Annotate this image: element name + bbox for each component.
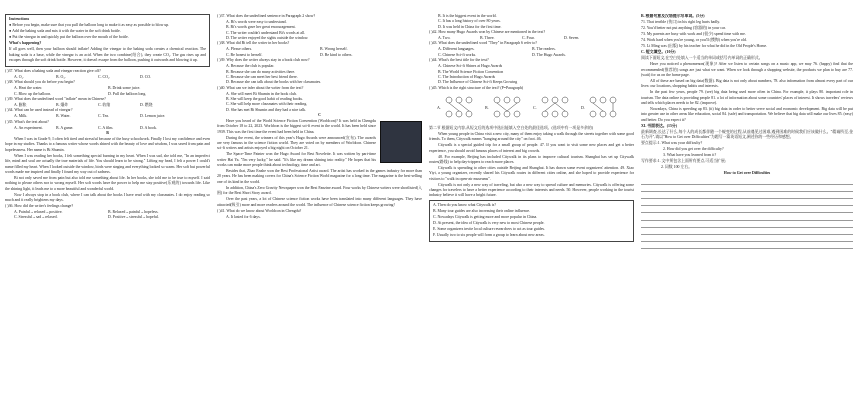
passage-paragraph: All of these are based on big data(数据). Big data is not only about numbers, 78. also information from almost every part of our lives: our locations, shopping habits and interests.	[641, 78, 853, 89]
question-list	[429, 14, 634, 91]
photo-image	[380, 121, 422, 163]
answer-option[interactable]: B. Drink some juice.	[108, 86, 141, 91]
word-fill-item: 73. My parents are busy with work and (很少) spend time with me.	[641, 32, 746, 37]
answer-option[interactable]: C. Stressful→sad→relaxed.	[14, 215, 58, 220]
answer-option[interactable]: B. Bi's words gave her great encouragement.	[226, 25, 296, 30]
question-list	[5, 69, 210, 131]
answer-options	[429, 64, 634, 85]
passage-paragraph: Citywalk is spreading to other cities outside Beijing and Shanghai. It has drawn some event organizers' attention. 49. Xiao Yiyi, a young organizer, recently shared his Citywalk routes in different cities online, and she hoped to provide experience for visitors to "walk in open-air museums".	[429, 166, 634, 181]
answer-lines[interactable]	[641, 177, 853, 249]
answer-option[interactable]: B. She will keep the good habit of reading books.	[226, 96, 304, 101]
answer-options	[217, 64, 422, 85]
passage-paragraph: Over the past years, a lot of Chinese science fiction works have been translated into many different languages. They have attracted(吸引) more and more readers around the world. The influence of Chinese science fiction keeps growing!	[217, 197, 422, 207]
whats-happening-text: If all goes well, then your balloon should inflate! Adding the vinegar to the baking soda creates a chemical reaction. The baking soda is a base, while the vinegar is an acid. When the two combine(结合), they create CO₂. The gas rises up and escapes through the soft drink bottle. However, it doesn't escape from the balloon, pushing it outwards and blowing it up.	[9, 47, 206, 62]
answer-option[interactable]: D. Because she can talk about the books with her classmates.	[226, 80, 322, 85]
answer-line[interactable]	[641, 177, 853, 184]
question-36	[5, 204, 210, 221]
passage-paragraph: Nowadays, China is speeding up 83. (it) big data in order to better serve social and economic development. Big data will be put into greater use in other areas like education, social 84. (safe) and transportation. We believe that big data will make our lives 85. (easy) and better. Do you expect it?	[641, 107, 853, 122]
writing-point: 写作要求:1. 文中须包含上面所有要点,可适当扩展;	[641, 159, 726, 164]
word-fill-item: 75. Li Ming was (出版) by his teacher for what he did in the Old People's Home.	[641, 44, 768, 49]
instructions-box	[5, 14, 210, 67]
instruction-line: ● Add the baking soda and mix it with the water in the soft drink bottle.	[9, 29, 121, 34]
answer-option[interactable]: C. 收缩	[98, 103, 111, 107]
answer-option[interactable]: D. The writer enjoyed the sights outside the window.	[226, 36, 309, 41]
question-stem: ( )35. What's the text about?	[5, 119, 49, 124]
passage-b	[5, 137, 210, 203]
instruction-line: ● Before you begin, make sure that you pull the balloon long to make it as easy as possible to blow up.	[9, 23, 170, 28]
writing-section-title: XI. 书面表达。(15分)	[641, 123, 678, 128]
answer-option[interactable]: B. The readers.	[532, 47, 556, 52]
instructions-title: Instructions	[9, 17, 30, 21]
answer-line[interactable]	[641, 235, 853, 242]
question-stem: ( )37. What does a baking soda and vinegar reaction give off?	[5, 68, 101, 73]
choice-option: E. Some organizers invite local culture researchers to act as tour guides.	[433, 226, 545, 231]
passage-paragraph: In the past few years, people 79. (see) big data being used more often in China. For example, it plays 80. important role in tourism. The data online is providing people 81. a lot of information about some countries' places of interest. It shows travelers' reviews and tells which places needs to be 82. (improve).	[641, 90, 853, 106]
answer-option[interactable]: D. A book.	[140, 125, 157, 130]
answer-option[interactable]: B. Relaxed→painful→hopeless.	[108, 210, 159, 215]
answer-option[interactable]: C. Tea.	[98, 114, 110, 119]
answer-options	[217, 20, 422, 41]
passage-paragraph: Now I always stop in a book club, where I can talk about the books I have read with my classmates. I do enjoy reading so much and it really brightens my days.	[5, 192, 210, 202]
passage-paragraph: In addition, China's Zero Gravity Newspaper won the Best Fanzine award. Four works by Chinese writers were shortlisted(入围) for the Best Short Story award.	[217, 185, 422, 196]
answer-option[interactable]: A. 膨胀	[14, 103, 27, 107]
passage-paragraph: Have you heard of the World Science Fiction Convention (Worldcon)? It was held in Chengdu from October 18 to 22, 2023. Worldcon is the biggest sci-fi event in the world. It has been held since 1939. This was the first time the event had been held in China.	[217, 118, 376, 134]
passage-paragraph: During the event, the winners of this year's Hugo Awards were announced(宣布). The awards are very famous in the science fiction world. They are voted on by members of Worldcon. Chinese sci-fi writers and artists enjoyed a big night on October 21.	[217, 135, 376, 151]
answer-option[interactable]: B. It is the biggest event in the world.	[438, 14, 497, 18]
answer-option[interactable]: C. Chinese Sci-fi works.	[438, 52, 477, 57]
column-1	[5, 14, 210, 410]
answer-option[interactable]: C. Blow up the balloon.	[14, 91, 52, 96]
answer-option[interactable]: C. The Introduction of Hugo Awards	[438, 74, 496, 79]
choice-option: F. Usually two to six people will form a group to learn about new areas.	[433, 232, 545, 237]
answer-options	[217, 47, 422, 58]
answer-option[interactable]: C. CO₂.	[98, 74, 111, 79]
answer-options	[5, 210, 210, 221]
answer-option[interactable]: B. A game.	[56, 125, 74, 130]
section-b-title: B. 根据句意及汉语提示写单词。(5分)	[641, 14, 705, 18]
answer-options	[5, 86, 210, 97]
question-list	[217, 14, 422, 113]
passage-paragraph: Citywalk is a special guided trip for a small group of people. 47. If you want to visit some new places and get a better experience, you should avoid famous places of interest and big crowds.	[429, 143, 634, 153]
answer-option[interactable]: A. She will meet Bi Shumin in the book club.	[226, 91, 298, 96]
answer-option[interactable]: C. Be honest to herself.	[226, 52, 263, 57]
writing-point: 3. What have you learned from it?	[663, 153, 717, 158]
answer-option[interactable]: C. It has a long history of over 80 years.	[438, 19, 501, 24]
answer-option[interactable]: D. She has met Bi Shumin and they had a nice talk.	[226, 107, 307, 112]
answer-option[interactable]: D. Be kind to others.	[320, 52, 353, 57]
answer-option[interactable]: B. Three.	[480, 36, 495, 41]
word-fill-list	[641, 20, 853, 49]
answer-option[interactable]: B. 爆炸	[56, 103, 69, 107]
answer-option[interactable]: A. Because the club is popular.	[226, 64, 275, 69]
question-stem: ( )37. What does the underlined sentence in Paragraph 2 show?	[217, 14, 316, 18]
passage-paragraph: Citywalk is not only a new way of traveling, but also a new way to spread culture and memories. Citywalk is offering some changes for travelers to have a better experience according to their interests and needs. 50. However, people working in the tourist industry believe it will have a bright future.	[429, 182, 634, 198]
option-label: B.	[485, 104, 489, 110]
question-41	[217, 209, 422, 220]
answer-option[interactable]: C. Because she can meet her best friend there.	[226, 74, 298, 79]
column-2	[217, 14, 422, 410]
passage-paragraph: Besides that, Zhao Enzhe won the Best Professional Artist award. The artist has worked in the games industry for more than 20 years. He has been making covers for China's Science Fiction World magazine for a long time. The magazine is the best-selling one of its kind in the world.	[217, 169, 422, 184]
word-fill-item: 74. Work hard when you're young, or you'll (懊悔) when you're old.	[641, 38, 747, 43]
answer-options	[429, 47, 634, 58]
answer-option[interactable]: D. Positive→stressful→hopeful.	[108, 215, 159, 220]
answer-option[interactable]: D. Pull the balloon long.	[108, 91, 147, 96]
answer-option[interactable]: D. CO.	[140, 74, 152, 79]
answer-line[interactable]	[641, 242, 853, 249]
question-stem: ( )44. What's the best title for the text?	[429, 58, 489, 63]
structure-diagram	[435, 94, 625, 122]
answer-option[interactable]: B. Water.	[56, 114, 71, 119]
answer-options	[217, 92, 422, 113]
answer-options	[5, 114, 210, 119]
question-stem: ( )36. How did the writer's feelings change?	[5, 204, 74, 208]
answer-option[interactable]: D. The Influence of Chinese Sci-fi Keeps Growing	[438, 80, 518, 85]
question-stem: ( )41. What do we know about Worldcon in Chengdu?	[217, 208, 302, 213]
writing-point: 2. 词数 100 左右。	[661, 165, 693, 170]
answer-option[interactable]: B. The World Science Fiction Convention	[438, 69, 504, 74]
answer-option[interactable]: C. Four.	[522, 36, 535, 41]
question-stem: ( )39. Why does the writer always stay in a book club now?	[217, 58, 310, 63]
question-stem: ( )34. What can be used instead of vinegar?	[5, 108, 73, 113]
answer-option[interactable]: C. The writer couldn't understand Bi's words at all.	[226, 30, 306, 35]
writing-point: 2. How did you get over the difficulty?	[663, 147, 724, 152]
passage-paragraph: When I was in Grade 9, I often felt tired and stressful because of the busy schoolwork. Finally I lost my confidence and even hope in my studies. Thanks to a famous writer whose words shined with the beauty of love and wisdom, I was saved from pain and hopelessness. Her name is Bi Shumin.	[5, 137, 210, 152]
section-2-title: 第二节 根据短文内容,从短文后的选项中选出能填入空白处的最佳选项。(选项中有一项是多余的)	[429, 125, 594, 130]
passage-big-data	[641, 62, 853, 123]
question-stem: ( )40. What can we infer about the writer from the text?	[217, 85, 304, 90]
answer-line[interactable]	[641, 213, 853, 220]
answer-line[interactable]	[641, 206, 853, 213]
answer-options	[429, 14, 634, 30]
answer-option[interactable]: D. Lemon juice.	[140, 114, 166, 119]
word-fill-item: 71. That terrible (伤口) in his right leg hurts badly.	[641, 20, 721, 25]
answer-options	[217, 215, 422, 220]
passage-label: B	[106, 131, 109, 136]
answer-option[interactable]: A. O₂.	[14, 74, 24, 79]
answer-option[interactable]: A. An experiment.	[14, 125, 43, 130]
column-4	[641, 14, 853, 410]
option-label: A.	[437, 104, 441, 110]
choice-option: A. Then do you know what Citywalk is?	[433, 202, 497, 207]
passage-paragraph: Bi not only saved me from pain but also told me something about life. In her books, she told me to be true to myself. I said nothing to please others nor to wrong myself. Her soft words have the power to help me stay positive(乐观的) towards life. Like the shining light, it leads me to a more beautiful and wonderful world.	[5, 175, 210, 191]
word-fill-item: 72. You'd better not put anything (容器的) in your car.	[641, 26, 726, 31]
answer-option[interactable]: B. Because she can do many activities there.	[226, 69, 296, 74]
answer-option[interactable]: A. Chinese Sci-fi Shines at Hugo Awards	[438, 64, 503, 69]
answer-option[interactable]: A. Two.	[438, 36, 451, 41]
question-stem: ( )43. What does the underlined word "They" in Paragraph 6 refer to?	[429, 41, 538, 46]
answer-option[interactable]: A. Please others.	[226, 47, 253, 52]
answer-option[interactable]: D. Seven.	[564, 36, 580, 41]
answer-option[interactable]: A. Bi's words were easy to understand.	[226, 20, 287, 25]
passage-paragraph: When I was reading her books, I felt something special burning in my heart. When I was sad, she told me, "In an imperfect life, mind and soul are actually the true materials of life. You should learn to be strong." Lifting my head, I felt a power I could't name filled my heart. When I looked outside the window, birds were singing and everything looked so warm. Her soft but powerful words made me inspired and finally I found my way out of sadness.	[5, 153, 210, 174]
answer-option[interactable]: C. A film.	[98, 125, 114, 130]
answer-option[interactable]: C. She will help more classmates with their reading.	[226, 102, 308, 107]
answer-option[interactable]: A. Heat the water.	[14, 86, 43, 91]
answer-option[interactable]: A. Painful→relaxed→positive.	[14, 210, 63, 215]
question-stem: ( )42. How many Hugo Awards won by Chinese are mentioned in the text?	[429, 30, 546, 35]
choice-option: C. Nowadays Citywalk is getting more and more popular in China.	[433, 214, 538, 219]
answer-option[interactable]: A. Milk.	[14, 114, 28, 119]
section-c-title: C. 短文填空。(10分)	[641, 50, 676, 55]
question-stem: ( )39. What does the underlined word "inflate" mean in Chinese?	[5, 96, 106, 101]
choice-option: B. Many tour guides are also increasing their online influence.	[433, 208, 531, 213]
answer-line[interactable]	[641, 185, 853, 192]
writing-points	[641, 141, 853, 170]
choice-option: D. At present, the idea of Citywalk is very new to most Chinese people.	[433, 220, 545, 225]
column-3	[429, 14, 634, 410]
question-stem: ( )45. Which is the right structure of the text? (P=Paragraph)	[429, 85, 524, 90]
passage-paragraph: 48. For example, Beijing has included Citywalk in its plans to improve cultural tourism. Shanghai has set up Citywalk routes(路线) to help day-trippers to reach more places.	[429, 154, 634, 165]
answer-option[interactable]: D. The Hugo Awards.	[532, 52, 566, 57]
options-box	[429, 200, 634, 242]
whats-happening-title: What's happening?	[9, 41, 42, 46]
question-stem: ( )38. What should you do before you begin?	[5, 80, 75, 85]
passage-citywalk	[429, 132, 634, 199]
answer-line[interactable]	[641, 192, 853, 199]
writing-title: How to Get over Difficulties	[723, 171, 771, 176]
answer-option[interactable]: D. 燃烧	[140, 103, 153, 107]
answer-line[interactable]	[641, 228, 853, 235]
writing-point: 要点提示:1. What was your difficulty?	[641, 141, 703, 146]
writing-instructions: 最新调查,长达了什么,每个人的成长都伴随一个蜕变的过程,从前遇见过困难,遇到困难的时候我们应该做什么。"精诚所至,金石为开",请以"How to Get over Difficulties"为题写一篇英语短文,阐述你的一些经历和感想。	[641, 129, 853, 140]
passage-paragraph: Have you noticed a phenomenon(现象)? After we listen to certain songs on a music app, we may 76. (happy) find that the recommended(推荐的) songs are just what we want. When we look through a shopping website, the products we plan to buy are 77. (wait) for us on the home page.	[641, 62, 853, 77]
option-label: C.	[533, 104, 537, 110]
option-label: D.	[581, 104, 585, 110]
section-c-instructions: 阅读下面短文,在空白处填入一个适当的单词或括号内单词的正确形式。	[641, 56, 763, 61]
answer-option[interactable]: B. Wrong herself.	[320, 47, 348, 52]
passage-paragraph: The Space-Time Painter won the Hugo Award for Best Novelette. It was written by part-time writer Hai Ya. "I'm very lucky," he said. "It's like my dream shining into reality." He hopes that his works can make more people think about technology, time and art.	[217, 152, 376, 168]
answer-option[interactable]: D. It was held in China for the first time.	[438, 24, 502, 29]
question-stem: ( )38. What did Bi tell the writer in her books?	[217, 41, 290, 46]
answer-line[interactable]	[641, 199, 853, 206]
passage-label: C	[318, 112, 321, 117]
answer-line[interactable]	[641, 221, 853, 228]
instruction-line: ● Put the vinegar in and quickly put the balloon over the mouth of the bottle.	[9, 35, 129, 40]
answer-option[interactable]: A. Different languages.	[438, 47, 475, 52]
answer-option[interactable]: A. It lasted for 6 days.	[226, 214, 261, 219]
answer-option[interactable]: B. O₃.	[56, 74, 66, 79]
passage-paragraph: When young people in China visit a new city, many of them enjoy taking a walk through the streets together with some good friends. To them, Citywalk means "hanging around the city" on foot. 46.	[429, 131, 634, 142]
